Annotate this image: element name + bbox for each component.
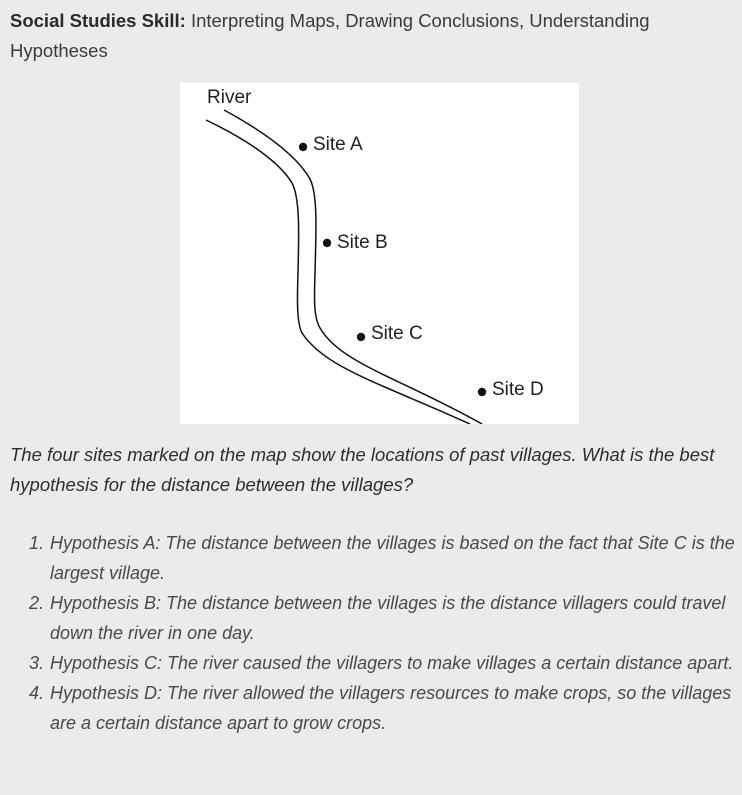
- skill-heading: [10, 6, 730, 66]
- answer-item: [0, 678, 742, 738]
- answer-item: [0, 588, 742, 648]
- site-d-marker: [478, 388, 486, 396]
- answer-number: 1.: [29, 533, 45, 553]
- site-b-marker: [323, 239, 331, 247]
- answer-text: Hypothesis D: The river allowed the villagers resources to make crops, so the villages are a certain distance apart to grow crops.: [50, 683, 732, 733]
- site-a-marker: [299, 143, 307, 151]
- answer-number: 3.: [29, 653, 45, 673]
- river-map: [180, 83, 579, 424]
- site-a-label: Site A: [313, 134, 363, 155]
- skill-label: Social Studies Skill:: [10, 10, 186, 31]
- answer-number: 4.: [29, 683, 45, 703]
- answer-number: 2.: [29, 593, 45, 613]
- answer-text: Hypothesis A: The distance between the villages is based on the fact that Site C is the largest village.: [50, 533, 735, 583]
- river-label: River: [207, 87, 252, 108]
- skill-text: Interpreting Maps, Drawing Conclusions, Understanding Hypotheses: [10, 10, 650, 61]
- river-bank-left: [206, 120, 470, 424]
- answer-item: [0, 528, 742, 588]
- question-text: The four sites marked on the map show the locations of past villages. What is the best hypothesis for the distance between the villages?: [10, 444, 715, 495]
- answer-text: Hypothesis C: The river caused the villagers to make villages a certain distance apart.: [50, 653, 734, 673]
- site-c-label: Site C: [371, 323, 423, 344]
- site-d-label: Site D: [492, 379, 544, 400]
- site-b-label: Site B: [337, 232, 388, 253]
- river-map-drawing: [180, 83, 579, 424]
- site-c-marker: [357, 333, 365, 341]
- river-bank-right: [224, 110, 482, 424]
- answer-list: [0, 528, 742, 738]
- answer-text: Hypothesis B: The distance between the villages is the distance villagers could travel down the river in one day.: [50, 593, 726, 643]
- answer-item: [0, 648, 742, 678]
